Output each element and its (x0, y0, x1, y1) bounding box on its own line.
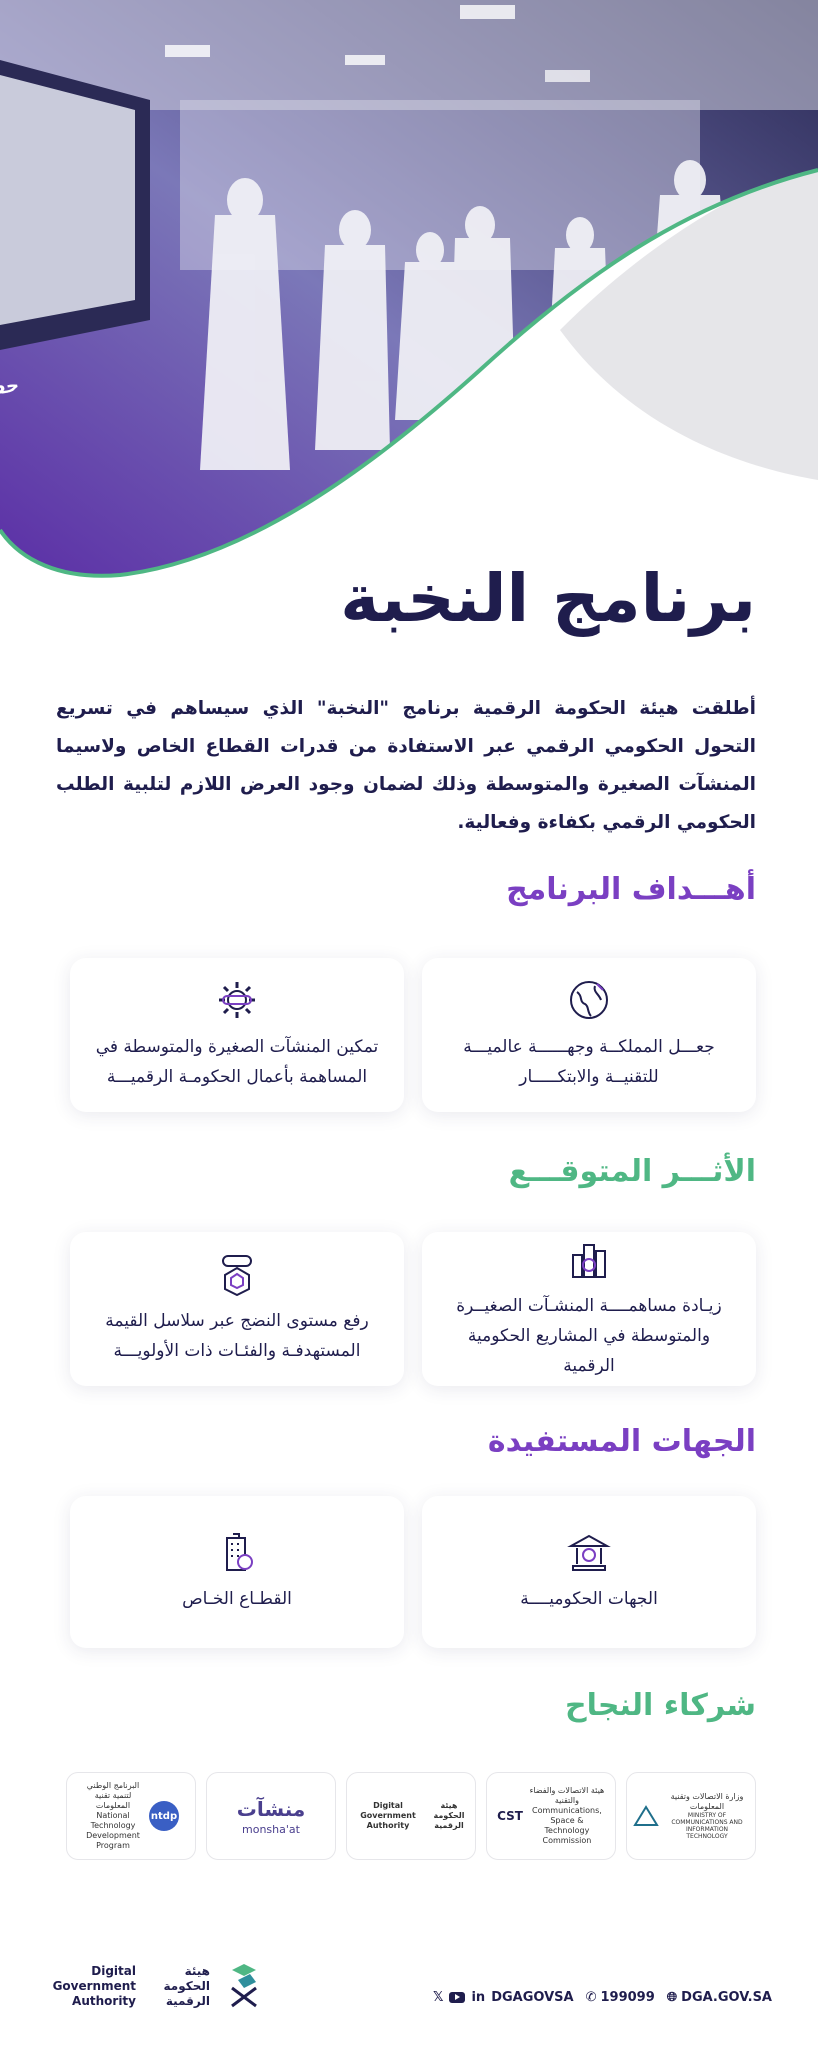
intro-paragraph: أطلقت هيئة الحكومة الرقمية برنامج "النخبة" الذي سيساهم في تسريع التحول الحكومي الرقمي عبر الاستفادة من قدرات القطاع الخاص ولاسيما المنشآت الصغيرة والمتوسطة وذلك لضمان وجود العرض اللازم لتلبية الطلب الحكومي الرقمي بكفاءة وفعالية. (56, 698, 756, 833)
beneficiaries-title: الجهات المستفيدة (487, 1424, 756, 1459)
partner-logo-cst: CST هيئة الاتصالات والفضاء والتقنية Communications, Space & Technology Commission (486, 1772, 616, 1860)
footer-brand (46, 1960, 264, 2012)
mcit-mark-icon (633, 1805, 659, 1827)
partner-logo-ntdp: البرنامج الوطني لتنمية تقنية المعلومات National Technology Development Program ntdp (66, 1772, 196, 1860)
phone-contact[interactable] (586, 1990, 655, 2005)
footer-contacts (433, 1990, 772, 2005)
goal-card (422, 958, 756, 1112)
website-text: DGA.GOV.SA (681, 1990, 772, 2005)
goal-card (70, 958, 404, 1112)
beneficiary-card (422, 1496, 756, 1648)
partners-title: شركاء النجاح (565, 1688, 756, 1723)
beneficiary-text: القطـاع الخـاص (182, 1589, 292, 1609)
globe-icon (567, 978, 611, 1022)
impact-card (422, 1232, 756, 1386)
phone-icon: ✆ (585, 1990, 597, 2005)
chain-icon (215, 1252, 259, 1296)
government-building-icon (567, 1530, 611, 1574)
x-icon[interactable]: 𝕏 (432, 1990, 444, 2005)
beneficiary-text: الجهات الحكوميــــة (520, 1589, 658, 1609)
impact-text: رفع مستوى النضج عبر سلاسل القيمة المستهدفـة والفئـات ذات الأولويـــة (105, 1311, 369, 1361)
impact-card (70, 1232, 404, 1386)
partner-logo-mcit: وزارة الاتصالات وتقنية المعلومات MINISTRY OF COMMUNICATIONS AND INFORMATION TECHNOLOGY (626, 1772, 756, 1860)
page-title: برنامج النخبة (340, 560, 756, 637)
social-icons (433, 1990, 574, 2005)
globe-small-icon: 🌐︎ (666, 1990, 678, 2005)
website-link[interactable] (667, 1990, 772, 2005)
partner-logo-monshaat: منشآت monsha'at (206, 1772, 336, 1860)
hero-banner (0, 0, 818, 580)
partner-logo-dga: Digital Government Authority هيئة الحكومة الرقمية (346, 1772, 476, 1860)
footer-org-ar: هيئة الحكومة الرقمية (163, 1963, 210, 2008)
impact-title: الأثـــر المتوقـــع (508, 1154, 756, 1189)
phone-number: 199099 (600, 1990, 655, 2005)
gear-icon (215, 978, 259, 1022)
beneficiary-card (70, 1496, 404, 1648)
social-handle[interactable]: DGAGOVSA (491, 1990, 574, 2005)
impact-text: زيـادة مساهمــــة المنشـآت الصغيــرة والمتوسطة في المشاريع الحكومية الرقمية (456, 1296, 722, 1376)
linkedin-icon[interactable]: in (471, 1990, 486, 2005)
ntdp-mark: ntdp (149, 1801, 179, 1831)
footer-org-en: Digital Government Authority (52, 1963, 136, 2008)
office-building-icon (215, 1530, 259, 1574)
goal-text: تمكين المنشآت الصغيرة والمتوسطة في المساهمة بأعمال الحكومـة الرقميـــة (95, 1037, 379, 1087)
dga-logo-icon (224, 1960, 264, 2012)
hero-photo (0, 0, 818, 580)
goal-text: جعـــل المملكــة وجهــــــة عالميـــة للتقنيــة والابتكـــــار (463, 1037, 715, 1087)
partners-logos (66, 1772, 756, 1862)
city-icon (567, 1237, 611, 1281)
goals-title: أهـــداف البرنامج (506, 872, 756, 907)
youtube-icon[interactable] (449, 1992, 465, 2003)
